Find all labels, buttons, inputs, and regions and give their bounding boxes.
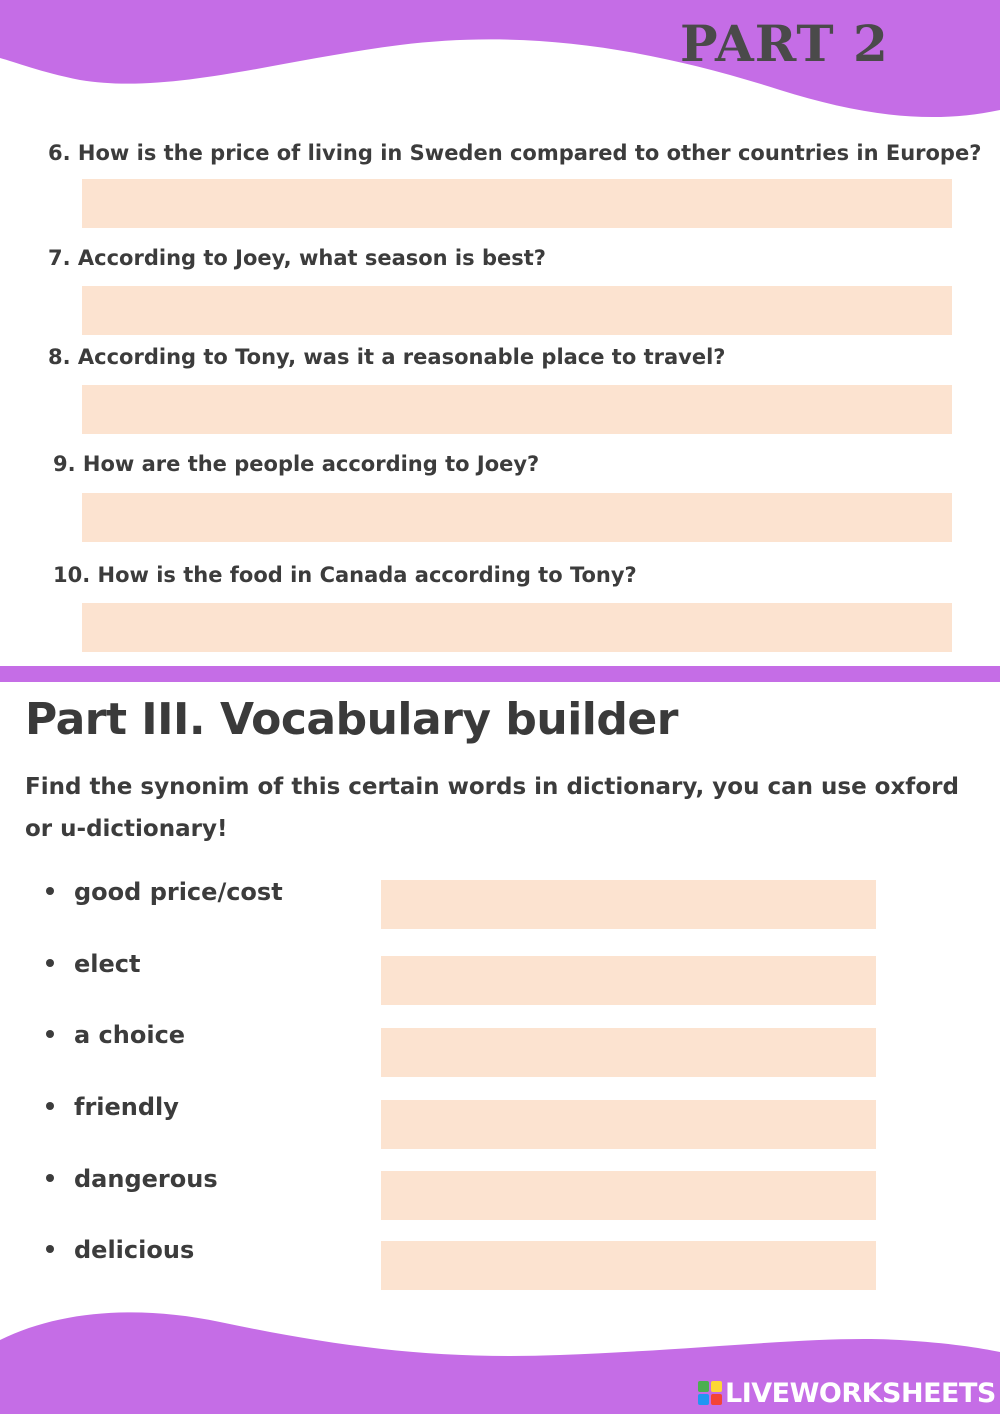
vocab-answer-field[interactable] [381,880,876,929]
liveworksheets-logo-icon [697,1380,723,1406]
vocab-word: delicious [74,1236,195,1264]
section-divider [0,666,1000,682]
question-8: 8. According to Tony, was it a reasonable place to travel? [48,345,726,369]
page-title: PART 2 [680,14,889,73]
vocab-item [46,1165,218,1193]
section-title: Part III. Vocabulary builder [25,694,678,745]
bullet-icon [46,1030,54,1038]
vocab-word: dangerous [74,1165,218,1193]
vocab-item [46,1021,185,1049]
brand-logo [697,1378,996,1409]
vocab-answer-field[interactable] [381,1028,876,1077]
vocab-word: a choice [74,1021,186,1049]
vocab-answer-field[interactable] [381,1171,876,1220]
question-6: 6. How is the price of living in Sweden compared to other countries in Europe? [48,141,982,165]
instructions-text: Find the synonim of this certain words in dictionary, you can use oxford or u-dictionary! [25,774,959,842]
bullet-icon [46,959,54,967]
bullet-icon [46,1174,54,1182]
vocab-item [46,878,283,906]
vocab-word: elect [74,950,141,978]
answer-field-9[interactable] [82,493,952,542]
vocab-item [46,950,140,978]
answer-field-6[interactable] [82,179,952,228]
vocab-answer-field[interactable] [381,1241,876,1290]
vocab-word: good price/cost [74,878,283,906]
answer-field-10[interactable] [82,603,952,652]
vocab-item [46,1093,179,1121]
question-9: 9. How are the people according to Joey? [53,452,540,476]
vocab-answer-field[interactable] [381,1100,876,1149]
bullet-icon [46,887,54,895]
vocab-word: friendly [74,1093,179,1121]
question-10: 10. How is the food in Canada according to Tony? [53,563,637,587]
vocab-answer-field[interactable] [381,956,876,1005]
vocab-item [46,1236,194,1264]
brand-name: LIVEWORKSHEETS [725,1378,996,1409]
answer-field-8[interactable] [82,385,952,434]
bullet-icon [46,1245,54,1253]
question-7: 7. According to Joey, what season is best? [48,246,546,270]
bullet-icon [46,1102,54,1110]
answer-field-7[interactable] [82,286,952,335]
